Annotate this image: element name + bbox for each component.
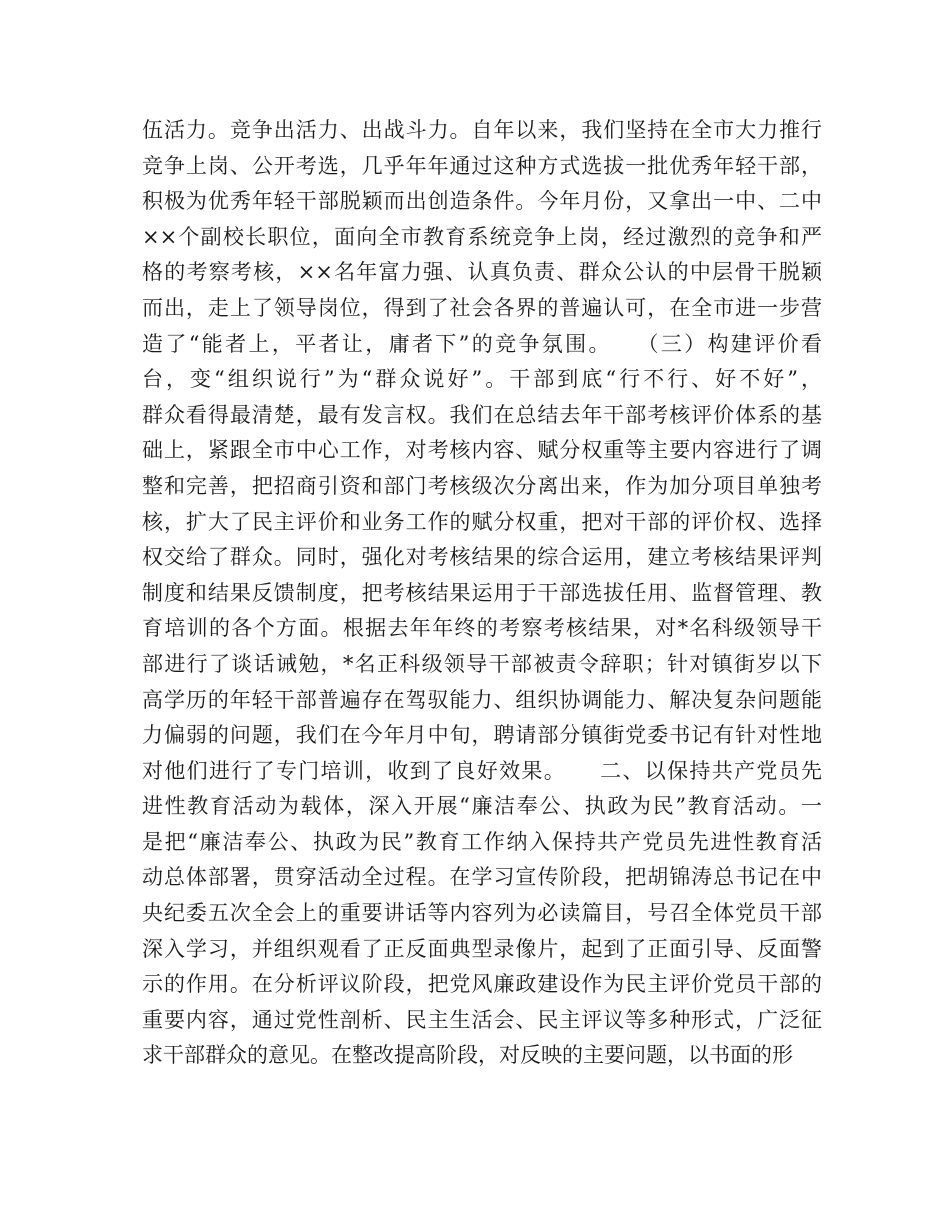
text-line: 造了“能者上，平者让，庸者下”的竞争氛围。 （三）构建评价看	[142, 331, 822, 356]
text-line: 积极为优秀年轻干部脱颖而出创造条件。今年月份，又拿出一中、二中	[142, 189, 822, 214]
text-line: 重要内容，通过党性剖析、民主生活会、民主评议等多种形式，广泛征	[142, 1007, 822, 1032]
text-line: 部进行了谈话诫勉，*名正科级领导干部被责令辞职；针对镇街岁以下	[142, 651, 822, 676]
text-line: 格的考察考核，××名年富力强、认真负责、群众公认的中层骨干脱颖	[142, 260, 822, 285]
text-line: 竞争上岗、公开考选，几乎年年通过这种方式选拔一批优秀年轻干部，	[142, 153, 822, 178]
body-text	[142, 113, 822, 1074]
text-line: 央纪委五次全会上的重要讲话等内容列为必读篇目，号召全体党员干部	[142, 901, 822, 926]
text-line: 制度和结果反馈制度，把考核结果运用于干部选拔任用、监督管理、教	[142, 580, 822, 605]
text-line: 求干部群众的意见。在整改提高阶段，对反映的主要问题，以书面的形	[142, 1043, 793, 1068]
text-line: 育培训的各个方面。根据去年年终的考察考核结果，对*名科级领导干	[142, 616, 822, 641]
text-line: 群众看得最清楚，最有发言权。我们在总结去年干部考核评价体系的基	[142, 402, 822, 427]
text-line: 对他们进行了专门培训，收到了良好效果。 二、以保持共产党员先	[142, 758, 822, 783]
text-line: 动总体部署，贯穿活动全过程。在学习宣传阶段，把胡锦涛总书记在中	[142, 865, 822, 890]
text-line: 权交给了群众。同时，强化对考核结果的综合运用，建立考核结果评判	[142, 545, 822, 570]
text-line: 力偏弱的问题，我们在今年月中旬，聘请部分镇街党委书记有针对性地	[142, 723, 822, 748]
text-line: ××个副校长职位，面向全市教育系统竞争上岗，经过激烈的竞争和严	[142, 224, 822, 249]
text-line: 高学历的年轻干部普遍存在驾驭能力、组织协调能力、解决复杂问题能	[142, 687, 822, 712]
text-line: 伍活力。竞争出活力、出战斗力。自年以来，我们坚持在全市大力推行	[142, 118, 822, 142]
text-line: 进性教育活动为载体，深入开展“廉洁奉公、执政为民”教育活动。一	[142, 794, 822, 819]
text-line: 整和完善，把招商引资和部门考核级次分离出来，作为加分项目单独考	[142, 473, 822, 498]
text-line: 台，变“组织说行”为“群众说好”。干部到底“行不行、好不好”，	[142, 367, 822, 392]
text-line: 而出，走上了领导岗位，得到了社会各界的普遍认可，在全市进一步营	[142, 295, 822, 320]
text-line: 示的作用。在分析评议阶段，把党风廉政建设作为民主评价党员干部的	[142, 972, 822, 997]
text-line: 是把“廉洁奉公、执政为民”教育工作纳入保持共产党员先进性教育活	[142, 829, 822, 854]
text-line: 础上，紧跟全市中心工作，对考核内容、赋分权重等主要内容进行了调	[142, 438, 822, 463]
text-line: 深入学习，并组织观看了正反面典型录像片，起到了正面引导、反面警	[142, 936, 822, 961]
text-line: 核，扩大了民主评价和业务工作的赋分权重，把对干部的评价权、选择	[142, 509, 822, 534]
